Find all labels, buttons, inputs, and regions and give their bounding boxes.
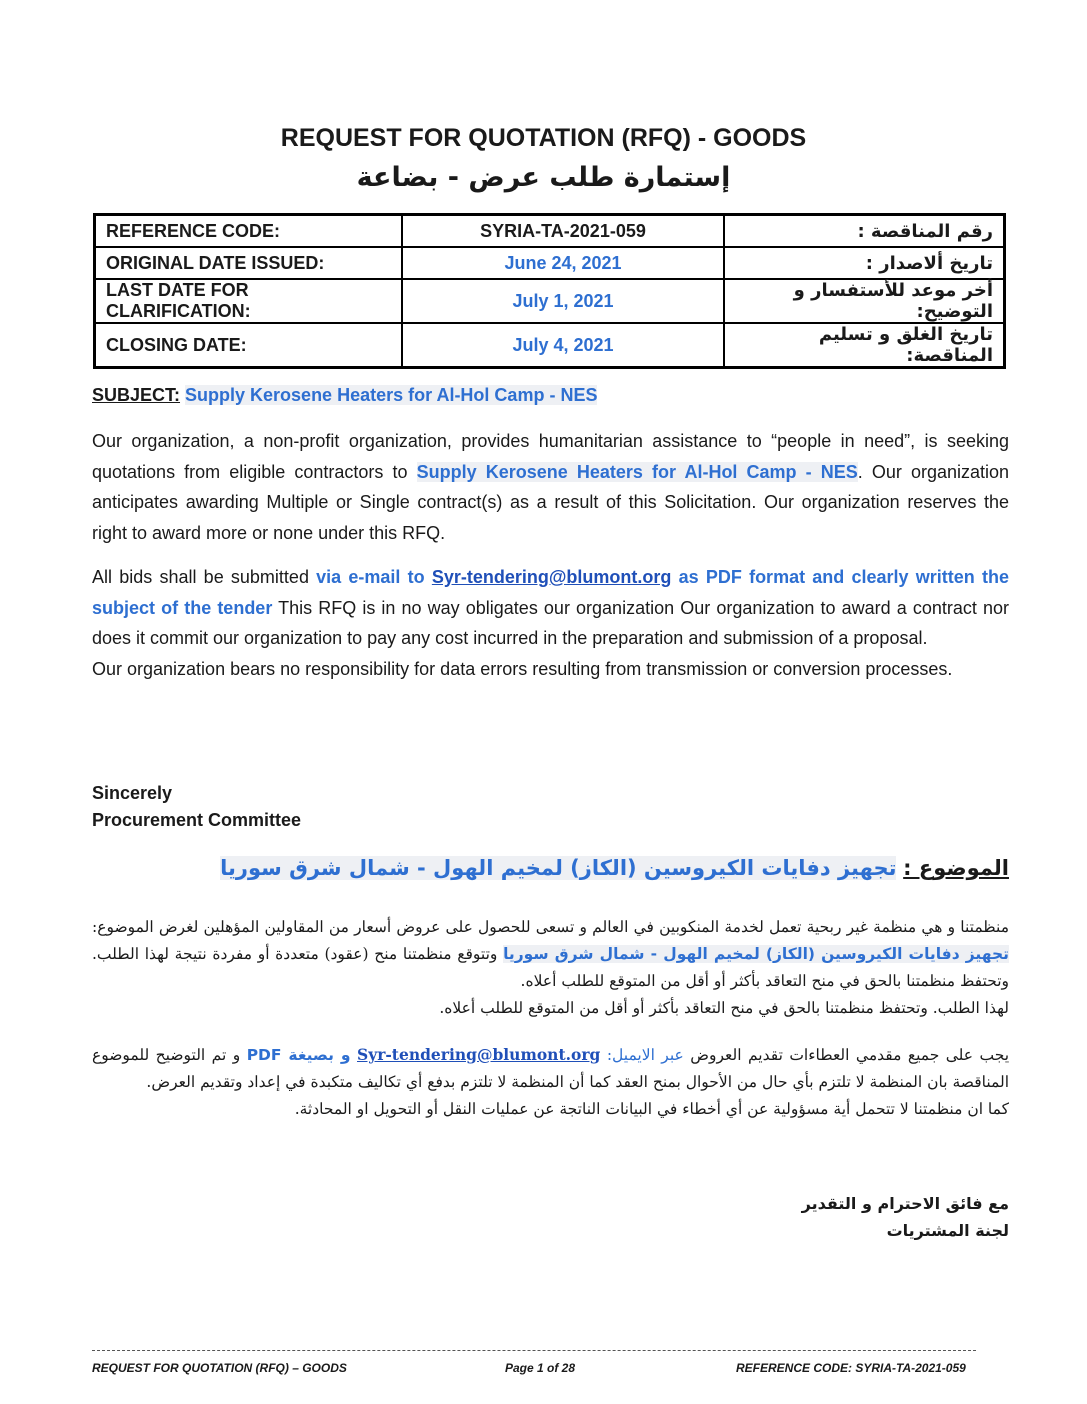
subject-value: Supply Kerosene Heaters for Al-Hol Camp - NES — [185, 385, 598, 405]
intro-text-extra-ar: لهذا الطلب. وتحتفظ منظمتنا بالحق في منح التعاقد بأكثر أو أقل من المتوقع للطلب أعلاه. — [439, 999, 1009, 1017]
closing-date-label-ar: تاريخ الغلق و تسليم المناقصة: — [724, 323, 1005, 368]
signature-line2-ar: لجنة المشتريات — [886, 1221, 1009, 1240]
date-issued-label: ORIGINAL DATE ISSUED: — [95, 247, 403, 279]
footer-page-number: Page 1 of 28 — [505, 1361, 576, 1375]
subject-line-arabic — [220, 856, 1009, 880]
rfq-info-table — [93, 213, 1006, 369]
submission-via-email: via e-mail to — [316, 567, 425, 587]
subject-label: SUBJECT: — [92, 385, 181, 405]
signature-line2: Procurement Committee — [92, 810, 302, 830]
submission-text-cont-ar: و تم التوضيح للموضوع المناقصة بان المنظمة لا تلتزم بأي حال من الأحوال بمنح العقد كما أن المنظمة لا تلتزم بدفع أي تكاليف متكبدة في إعداد وتقديم العرض. — [92, 1046, 1009, 1091]
signature-line1-ar: مع فائق الاحترام و التقدير — [801, 1194, 1009, 1213]
reference-code-label-ar: رقم المناقصة : — [724, 215, 1005, 248]
submission-text-ar: يجب على جميع مقدمي العطاءات تقديم العروض — [690, 1046, 1010, 1064]
submission-text-cont: This RFQ is in no way obligates our organization Our organization to award a contract nor does it commit our organization to pay any cost incurred in the preparation and submission of a proposal. — [92, 597, 1009, 648]
signature-block-arabic — [802, 1190, 1009, 1244]
clarification-date-label-ar: أخر موعد للأستفسار و التوضيح: — [724, 279, 1005, 323]
subject-line — [92, 385, 597, 406]
intro-text-cont: . Our organization anticipates awarding Multiple or Single contract(s) as a result of this Solicitation. Our organization reserves the right to award more or none under this RFQ. — [92, 461, 1010, 543]
intro-text-cont-ar: وتتوقع منظمتنا منح (عقود) متعددة أو مفردة نتيجة لهذا الطلب. وتحتفظ منظمتنا بالحق في منح التعاقد بأكثر أو أقل من المتوقع للطلب أعلاه. — [92, 945, 1009, 990]
signature-block — [92, 780, 301, 834]
page-title-arabic: إستمارة طلب عرض - بضاعة — [356, 162, 731, 193]
responsibility-text: Our organization bears no responsibility for data errors resulting from transmission or conversion processes. — [92, 658, 953, 679]
submission-paragraph-arabic — [92, 1041, 1009, 1123]
table-row — [95, 323, 1005, 368]
intro-paragraph — [92, 426, 1009, 548]
submission-format-ar: و بصيغة PDF — [246, 1046, 351, 1064]
closing-date-label: CLOSING DATE: — [95, 323, 403, 368]
intro-subject-highlight: Supply Kerosene Heaters for Al-Hol Camp - NES — [416, 461, 858, 482]
reference-code-label: REFERENCE CODE: — [95, 215, 403, 248]
clarification-date-label: LAST DATE FOR CLARIFICATION: — [95, 279, 403, 323]
clarification-date-value: July 1, 2021 — [402, 279, 724, 323]
submission-paragraph — [92, 562, 1009, 684]
table-row — [95, 215, 1005, 248]
responsibility-text-ar: كما ان منظمتنا لا تتحمل أية مسؤولية عن أي أخطاء في البيانات الناتجة عن عمليات النقل أو التحويل او المحادثة. — [294, 1100, 1009, 1118]
footer-reference-code: REFERENCE CODE: SYRIA-TA-2021-059 — [736, 1361, 966, 1375]
date-issued-value: June 24, 2021 — [402, 247, 724, 279]
intro-text: Our organization, a non-profit organization, provides humanitarian assistance to “people in need”, is seeking quotations from eligible contractors to — [92, 431, 1009, 482]
submission-text: All bids shall be submitted — [92, 567, 309, 587]
footer-divider — [92, 1350, 976, 1351]
reference-code-value: SYRIA-TA-2021-059 — [402, 215, 724, 248]
email-link[interactable]: Syr-tendering@blumont.org — [431, 567, 672, 587]
submission-via-email-ar: عبر الايميل: — [606, 1046, 684, 1064]
subject-label-ar: الموضوع : — [903, 856, 1009, 880]
email-link-ar[interactable]: Syr-tendering@blumont.org — [357, 1045, 601, 1064]
subject-value-ar: تجهيز دفايات الكيروسين (الكاز) لمخيم الهول - شمال شرق سوريا — [220, 856, 897, 880]
intro-text-ar: منظمتنا و هي منظمة غير ربحية تعمل لخدمة المنكوبين في العالم و تسعى للحصول على عروض أسعار من المقاولين المؤهلين لغرض الموضوع: — [92, 918, 1009, 936]
table-row — [95, 247, 1005, 279]
closing-date-value: July 4, 2021 — [402, 323, 724, 368]
intro-paragraph-arabic — [92, 914, 1009, 1022]
date-issued-label-ar: تاريخ ألاصدار : — [724, 247, 1005, 279]
signature-line1: Sincerely — [92, 783, 173, 803]
footer-title: REQUEST FOR QUOTATION (RFQ) – GOODS — [92, 1361, 347, 1375]
intro-subject-highlight-ar: تجهيز دفايات الكيروسين (الكاز) لمخيم الهول - شمال شرق سوريا — [503, 945, 1009, 963]
table-row — [95, 279, 1005, 323]
submission-format: as PDF format and clearly written the subject of the tender — [92, 567, 1009, 618]
page-title: REQUEST FOR QUOTATION (RFQ) - GOODS — [280, 124, 807, 152]
